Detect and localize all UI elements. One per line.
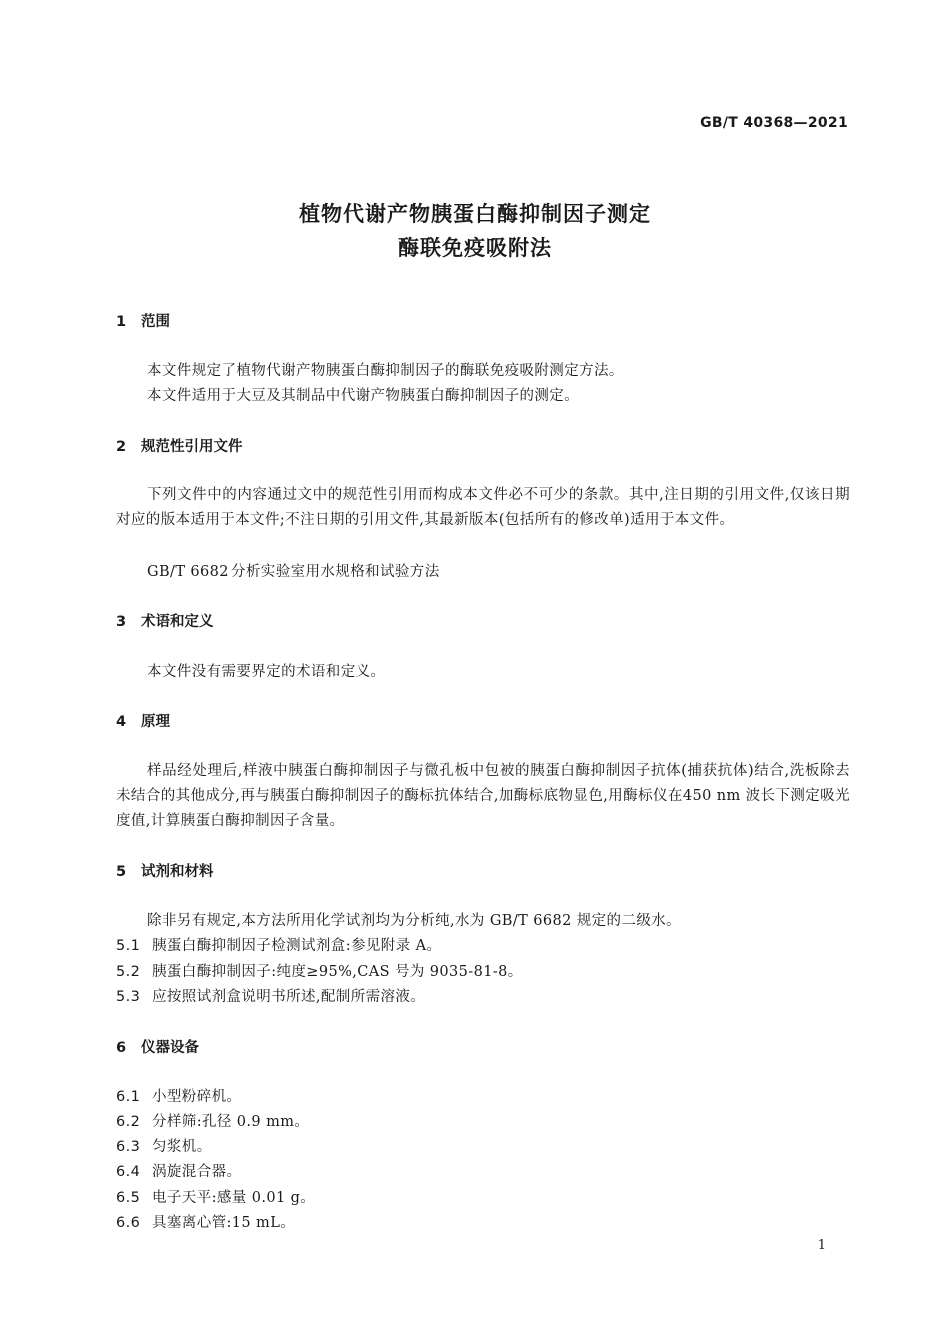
clause-text: 分样筛:孔径 0.9 mm。 — [152, 1114, 310, 1130]
document-title-line-2: 酶联免疫吸附法 — [398, 236, 552, 260]
section-4-paragraph: 样品经处理后,样液中胰蛋白酶抑制因子与微孔板中包被的胰蛋白酶抑制因子抗体(捕获抗体)结合,洗板除去未结合的其他成分,再与胰蛋白酶抑制因子的酶标抗体结合,加酶标底物显色,用酶标仪在450 nm 波长下测定吸光度值,计算胰蛋白酶抑制因子含量。 — [116, 763, 850, 829]
section-2-heading — [116, 435, 243, 456]
clause-text: 电子天平:感量 0.01 g。 — [152, 1190, 316, 1206]
clause-number: 5.3 — [116, 989, 141, 1005]
clause-number: 5.2 — [116, 964, 141, 980]
section-title: 规范性引用文件 — [141, 439, 243, 455]
section-3-paragraph: 本文件没有需要界定的术语和定义。 — [147, 664, 386, 680]
clause-number: 5.1 — [116, 938, 141, 954]
section-5-heading — [116, 860, 214, 881]
clause-5-2 — [116, 960, 523, 981]
clause-6-4 — [116, 1160, 241, 1181]
clause-text: 具塞离心管:15 mL。 — [152, 1215, 296, 1231]
standard-code: GB/T 40368—2021 — [700, 115, 848, 131]
clause-6-2 — [116, 1110, 309, 1131]
section-title: 原理 — [141, 714, 170, 730]
reference-name: 分析实验室用水规格和试验方法 — [231, 564, 440, 580]
clause-text: 胰蛋白酶抑制因子:纯度≥95%,CAS 号为 9035-81-8。 — [152, 964, 523, 980]
clause-number: 6.3 — [116, 1139, 141, 1155]
clause-text: 应按照试剂盒说明书所述,配制所需溶液。 — [152, 989, 426, 1005]
section-number: 3 — [116, 614, 127, 630]
section-6-heading — [116, 1036, 199, 1057]
section-number: 1 — [116, 314, 127, 330]
clause-number: 6.4 — [116, 1164, 141, 1180]
clause-text: 小型粉碎机。 — [152, 1089, 242, 1105]
section-title: 术语和定义 — [141, 614, 214, 630]
clause-6-3 — [116, 1135, 212, 1156]
section-title: 仪器设备 — [141, 1040, 199, 1056]
clause-text: 匀浆机。 — [152, 1139, 212, 1155]
page-number: 1 — [817, 1238, 826, 1253]
clause-6-5 — [116, 1186, 315, 1207]
clause-number: 6.5 — [116, 1190, 141, 1206]
clause-5-1 — [116, 934, 441, 955]
section-number: 4 — [116, 714, 127, 730]
normative-reference — [147, 560, 440, 581]
clause-6-6 — [116, 1211, 295, 1232]
section-2-paragraph: 下列文件中的内容通过文中的规范性引用而构成本文件必不可少的条款。其中,注日期的引用文件,仅该日期对应的版本适用于本文件;不注日期的引用文件,其最新版本(包括所有的修改单)适用于本文件。 — [116, 487, 850, 528]
clause-5-3 — [116, 985, 425, 1006]
section-number: 5 — [116, 864, 127, 880]
document-title-line-1: 植物代谢产物胰蛋白酶抑制因子测定 — [299, 202, 651, 226]
section-3-heading — [116, 610, 214, 631]
section-4-heading — [116, 710, 170, 731]
clause-6-1 — [116, 1085, 241, 1106]
section-1-paragraph-2: 本文件适用于大豆及其制品中代谢产物胰蛋白酶抑制因子的测定。 — [147, 388, 580, 404]
reference-code: GB/T 6682 — [147, 564, 229, 580]
clause-text: 胰蛋白酶抑制因子检测试剂盒:参见附录 A。 — [152, 938, 442, 954]
section-5-paragraph: 除非另有规定,本方法所用化学试剂均为分析纯,水为 GB/T 6682 规定的二级水。 — [147, 913, 682, 929]
section-number: 2 — [116, 439, 127, 455]
clause-number: 6.1 — [116, 1089, 141, 1105]
clause-text: 涡旋混合器。 — [152, 1164, 242, 1180]
clause-number: 6.6 — [116, 1215, 141, 1231]
section-1-paragraph-1: 本文件规定了植物代谢产物胰蛋白酶抑制因子的酶联免疫吸附测定方法。 — [147, 363, 624, 379]
section-number: 6 — [116, 1040, 127, 1056]
section-1-heading — [116, 310, 170, 331]
section-title: 范围 — [141, 314, 170, 330]
section-title: 试剂和材料 — [141, 864, 214, 880]
clause-number: 6.2 — [116, 1114, 141, 1130]
